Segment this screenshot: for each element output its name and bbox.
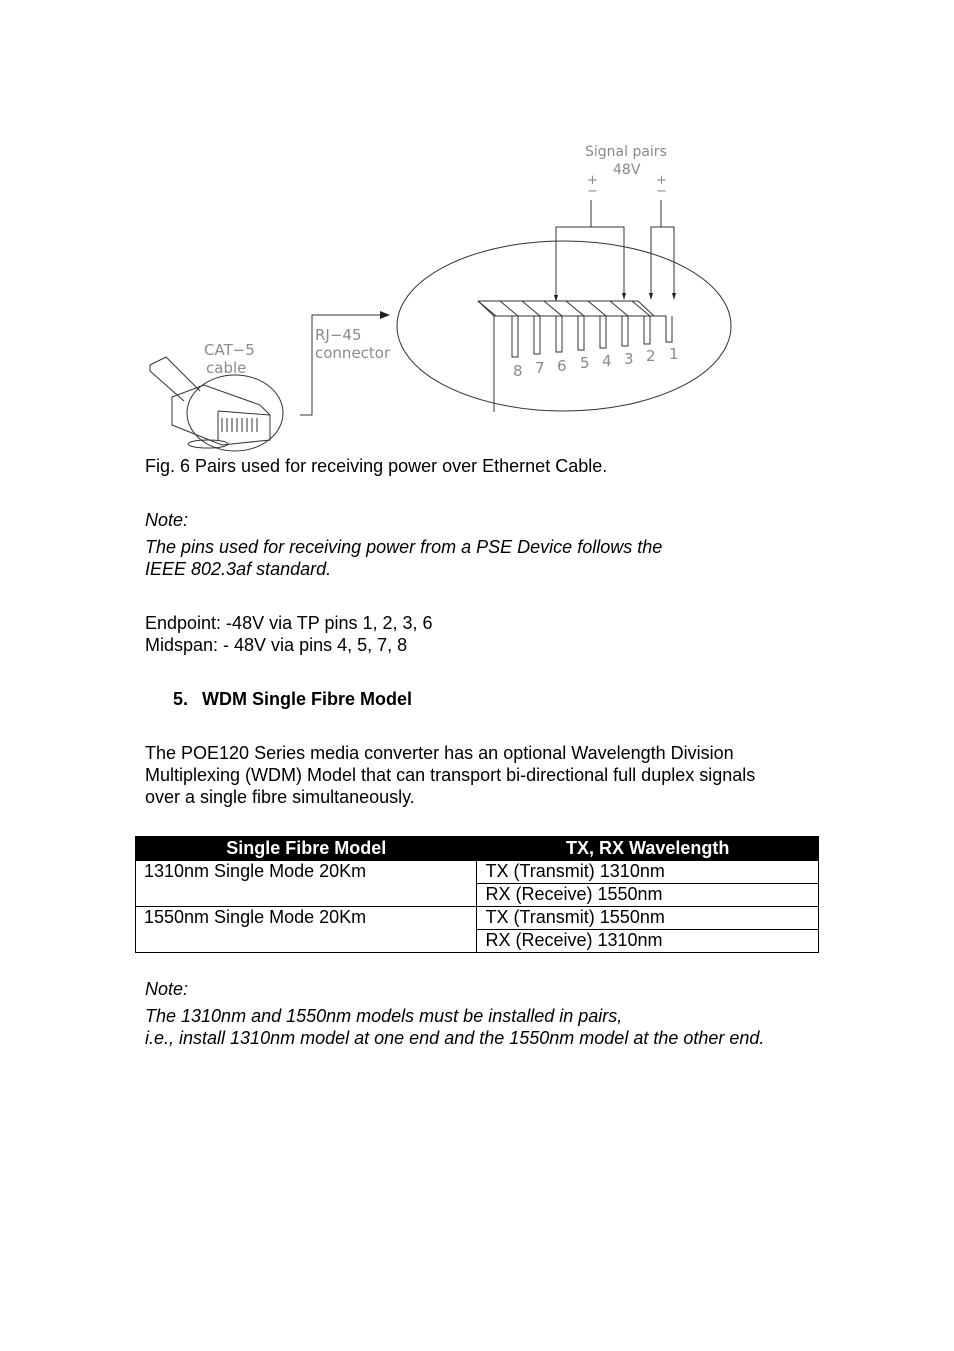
endpoint-text: Endpoint: -48V via TP pins 1, 2, 3, 6 — [145, 613, 433, 633]
table-row — [136, 861, 819, 884]
cat5-label-line2: cable — [206, 359, 247, 377]
intro-line: over a single fibre simultaneously. — [145, 787, 415, 807]
note-line: i.e., install 1310nm model at one end and the 1550nm model at the other end. — [145, 1028, 765, 1048]
table-row — [136, 907, 819, 930]
intro-line: The POE120 Series media converter has an optional Wavelength Division — [145, 743, 734, 763]
pin-number-4: 4 — [602, 352, 612, 370]
cat5-label-line1: CAT−5 — [204, 341, 255, 359]
table-cell-tx: TX (Transmit) 1310nm — [477, 861, 819, 884]
note-line: The 1310nm and 1550nm models must be installed in pairs, — [145, 1006, 623, 1026]
table-cell-model: 1310nm Single Mode 20Km — [136, 861, 477, 907]
note-title: Note: — [145, 510, 189, 530]
rj45-label-line1: RJ−45 — [315, 326, 362, 344]
plus-right: + — [656, 173, 667, 188]
rj45-label-line2: connector — [315, 344, 391, 362]
minus-right: − — [656, 184, 667, 199]
table-header-row — [136, 837, 819, 861]
wdm-table — [135, 836, 819, 953]
rj45-contacts — [478, 301, 672, 357]
poe-pinout-diagram — [140, 135, 740, 455]
midspan-text: Midspan: - 48V via pins 4, 5, 7, 8 — [145, 635, 408, 655]
table-cell-model: 1550nm Single Mode 20Km — [136, 907, 477, 953]
minus-left: − — [587, 184, 598, 199]
table-header: TX, RX Wavelength — [477, 837, 819, 861]
signal-pairs-label: Signal pairs — [585, 144, 667, 160]
pin-number-5: 5 — [580, 354, 590, 372]
pin-number-1: 1 — [669, 345, 679, 363]
section-number: 5. — [173, 689, 189, 709]
table-header: Single Fibre Model — [136, 837, 477, 861]
pin-number-7: 7 — [535, 359, 545, 377]
plus-left: + — [587, 173, 598, 188]
pin-number-8: 8 — [513, 362, 523, 380]
intro-line: Multiplexing (WDM) Model that can transport bi-directional full duplex signals — [145, 765, 756, 785]
pin-number-3: 3 — [624, 350, 634, 368]
voltage-label: 48V — [613, 162, 641, 178]
pin-number-2: 2 — [646, 347, 656, 365]
note-line: The pins used for receiving power from a PSE Device follows the — [145, 537, 663, 557]
table-cell-rx: RX (Receive) 1550nm — [477, 884, 819, 907]
table-cell-rx: RX (Receive) 1310nm — [477, 930, 819, 953]
section-heading: WDM Single Fibre Model — [202, 689, 412, 709]
figure-caption: Fig. 6 Pairs used for receiving power over Ethernet Cable. — [145, 456, 608, 476]
note-line: IEEE 802.3af standard. — [145, 559, 332, 579]
note-title: Note: — [145, 979, 189, 999]
table-cell-tx: TX (Transmit) 1550nm — [477, 907, 819, 930]
pin-number-6: 6 — [557, 357, 567, 375]
